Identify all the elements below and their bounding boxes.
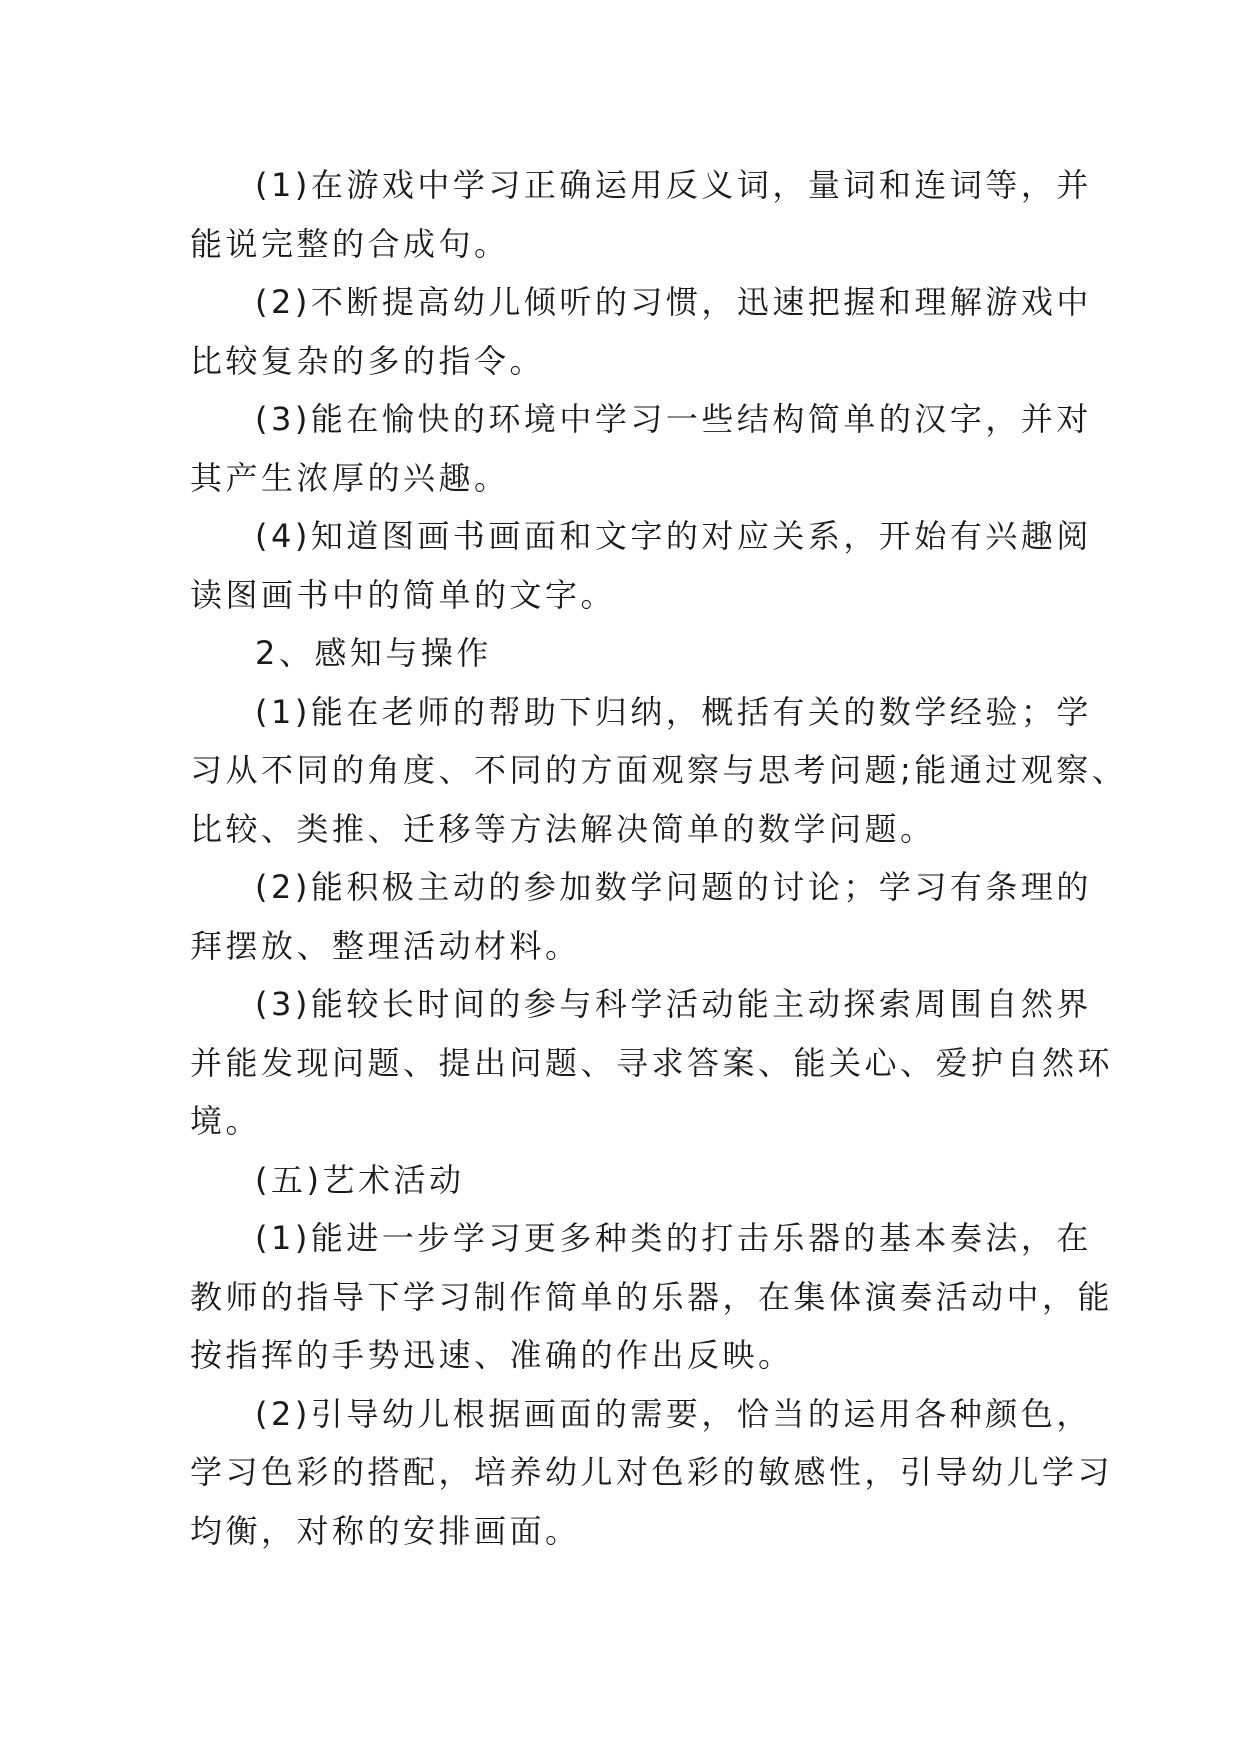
text-line: (1)能进一步学习更多种类的打击乐器的基本奏法，在 [255,1219,1092,1257]
text-line: (2)能积极主动的参加数学问题的讨论；学习有条理的 [255,868,1092,906]
text-line: (1)能在老师的帮助下归纳，概括有关的数学经验；学 [255,692,1092,731]
paragraph-4 [190,507,1092,624]
text-line: (2)引导幼儿根据画面的需要，恰当的运用各种颜色， [255,1394,1092,1433]
text-line: (4)知道图画书画面和文字的对应关系，开始有兴趣阅 [255,517,1092,555]
paragraph-8 [190,1209,1114,1385]
text-line: 比较复杂的多的指令。 [190,341,546,380]
text-line: (1)在游戏中学习正确运用反义词，量词和连词等，并 [255,166,1092,204]
text-line: 比较、类推、迁移等方法解决简单的数学问题。 [190,809,936,848]
text-line: 能说完整的合成句。 [190,224,510,263]
paragraph-3 [190,390,1092,507]
text-line: 读图画书中的简单的文字。 [190,575,617,614]
text-line: (3)能较长时间的参与科学活动能主动探索周围自然界 [255,985,1092,1023]
paragraph-2 [190,273,1092,390]
text-line: (3)能在愉快的环境中学习一些结构简单的汉字，并对 [255,400,1092,438]
paragraph-1 [190,156,1092,273]
paragraph-6 [190,858,1092,975]
heading-line: 2、感知与操作 [255,634,492,672]
section-heading-perception [190,624,1070,683]
text-line: 其产生浓厚的兴趣。 [190,458,510,497]
paragraph-5 [190,683,1128,859]
document-body [190,156,1128,1560]
text-line: 拜摆放、整理活动材料。 [190,926,581,965]
text-line: 境。 [190,1102,262,1140]
paragraph-9 [190,1385,1114,1561]
text-line: 学习色彩的搭配，培养幼儿对色彩的敏感性，引导幼儿学习 [190,1453,1114,1491]
text-line: 并能发现问题、提出问题、寻求答案、能关心、爱护自然环 [190,1043,1114,1082]
paragraph-7 [190,975,1114,1151]
text-line: 教师的指导下学习制作简单的乐器，在集体演奏活动中，能 [190,1277,1114,1316]
text-line: (2)不断提高幼儿倾听的习惯，迅速把握和理解游戏中 [255,283,1092,321]
section-heading-art [190,1151,1070,1210]
heading-line: (五)艺术活动 [255,1160,465,1199]
text-line: 按指挥的手势迅速、准确的作出反映。 [190,1336,794,1374]
text-line: 均衡，对称的安排画面。 [190,1511,581,1550]
text-line: 习从不同的角度、不同的方面观察与思考问题;能通过观察、 [190,751,1128,789]
